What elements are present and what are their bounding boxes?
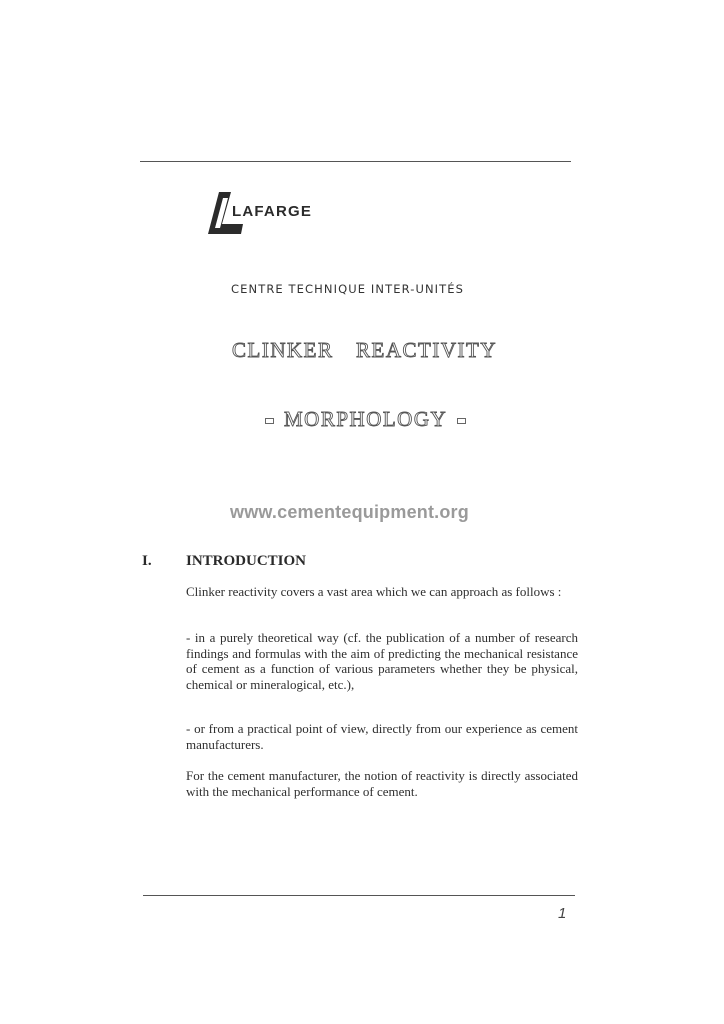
bottom-divider — [143, 895, 575, 896]
watermark-url: www.cementequipment.org — [230, 502, 469, 522]
logo-text: LAFARGE — [232, 203, 313, 220]
top-divider — [140, 161, 571, 162]
paragraph: - in a purely theoretical way (cf. the publication of a number of research findings and formulas with the aim of predicting the mechanical resistance of cement as a function of various parameters whether they be physical, chemical or mineralogical, etc.), — [186, 630, 578, 692]
centre-heading: CENTRE TECHNIQUE INTER-UNITÉS — [231, 282, 465, 296]
title-word-clinker: CLINKER — [232, 338, 334, 362]
paragraph: For the cement manufacturer, the notion of reactivity is directly associated with the mechanical performance of cement. — [186, 768, 578, 799]
dash-left-icon — [265, 418, 274, 424]
subtitle-row — [255, 407, 476, 432]
page-number: 1 — [558, 905, 567, 922]
section-number: I. — [142, 553, 152, 569]
subtitle-morphology: MORPHOLOGY — [284, 407, 448, 431]
paragraph: Clinker reactivity covers a vast area which we can approach as follows : — [186, 584, 562, 599]
lafarge-logo — [207, 190, 367, 236]
dash-right-icon — [457, 418, 466, 424]
paragraph: - or from a practical point of view, directly from our experience as cement manufacturers. — [186, 721, 578, 752]
title-word-reactivity: REACTIVITY — [356, 338, 497, 362]
section-title: INTRODUCTION — [186, 553, 307, 569]
